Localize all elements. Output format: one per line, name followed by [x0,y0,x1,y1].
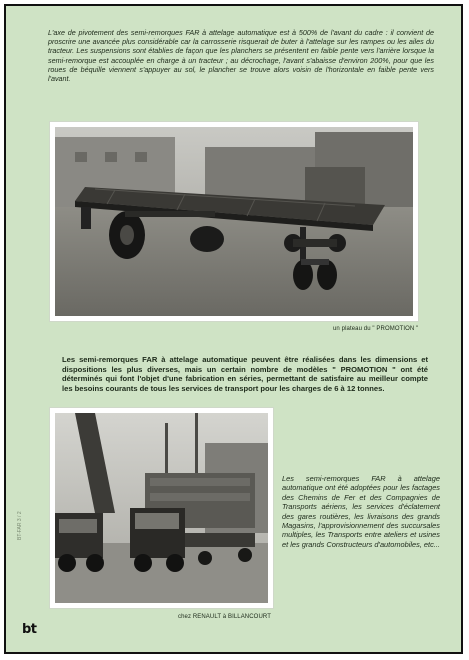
renault-photo-image [55,413,268,603]
middle-paragraph: Les semi-remorques FAR à attelage automatique peuvent être réalisées dans les dimensions et dispositions les plus diverses, mais un certain nombre de modèles " PROMOTION " ont été déterminés qui font l'objet d'une fabrication en séries, permettant de satisfaire au meilleur compte les besoins courants de tous les services de transport pour les charges de 6 à 12 tonnes. [62,355,428,393]
bt-logo: bt [22,622,37,637]
intro-paragraph: L'axe de pivotement des semi-remorques FAR à attelage automatique est à 500% de l'avant du cadre : il convient de proscrire une avancée plus considérable car la carrosserie risquerait de buter à l'attelage sur les rampes ou les ailes du tracteur. Les suspensions sont établies de façon que les planchers se présentent en faible pente vers l'arrière lorsque la semi-remorque est accouplée en charge à un tracteur ; au décrochage, l'avant s'abaisse d'environ 200%, pour que les roues de béquille viennent s'appuyer au sol, le plancher se trouve alors voisin de l'horizontale en faible pente vers l'avant. [48,28,434,84]
photo-trailer-caption: un plateau du " PROMOTION " [333,326,419,332]
photo-renault-caption: chez RENAULT à BILLANCOURT [178,614,271,620]
photo-trailer [49,121,419,322]
photo-renault [49,407,274,609]
side-paragraph: Les semi-remorques FAR à attelage automatique ont été adoptées pour les factages des Chemins de Fer et des Compagnies de Transports aériens, les services d'éclatement des gares routières, les livraisons des grands Magasins, l'approvisionnement des succursales multiples, les Transports entre ateliers et usines et les grands Constructeurs d'automobiles, etc... [282,474,440,549]
trailer-photo-image [55,127,413,316]
side-code: BT-FAR 3 / 2 [17,511,23,540]
